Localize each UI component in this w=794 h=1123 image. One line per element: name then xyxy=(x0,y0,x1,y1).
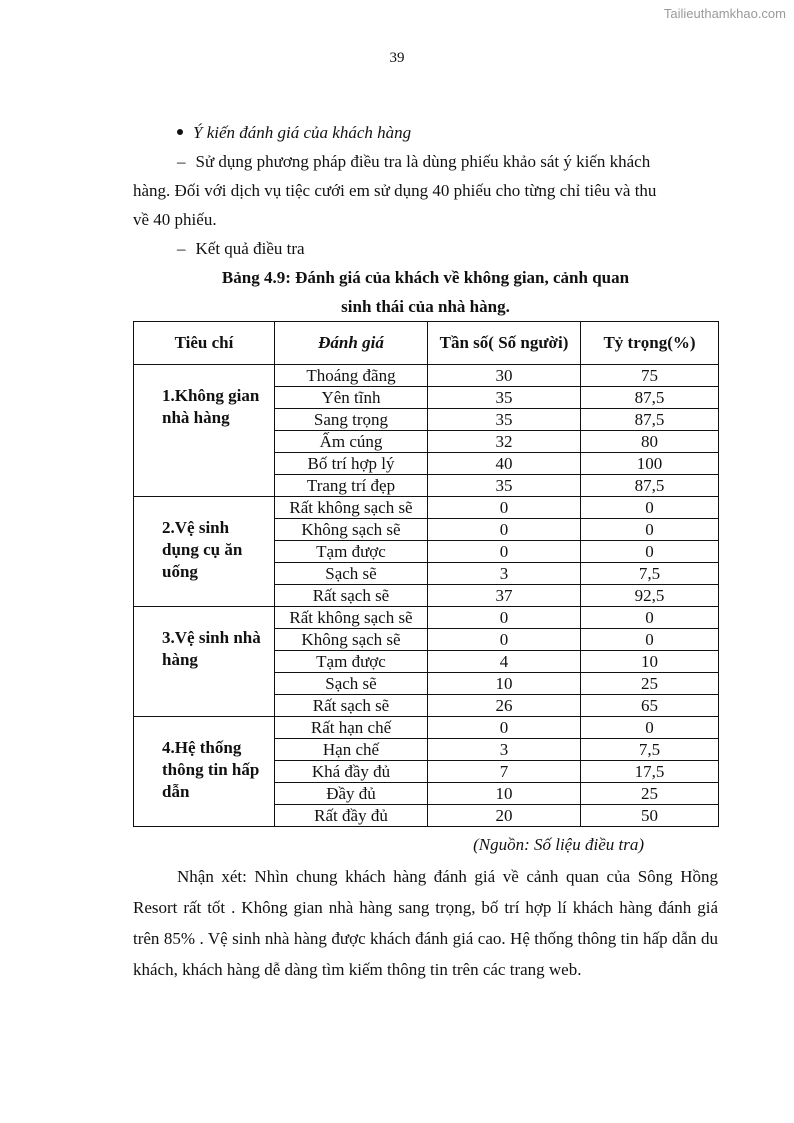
source-note: (Nguồn: Số liệu điều tra) xyxy=(473,835,644,854)
frequency-cell: 0 xyxy=(428,519,581,541)
frequency-cell: 35 xyxy=(428,475,581,497)
page-content xyxy=(133,118,718,985)
bullet-heading xyxy=(133,118,718,147)
frequency-cell: 35 xyxy=(428,387,581,409)
frequency-cell: 7 xyxy=(428,761,581,783)
rating-cell: Rất sạch sẽ xyxy=(275,585,428,607)
page-number: 39 xyxy=(389,50,405,66)
rating-cell: Yên tĩnh xyxy=(275,387,428,409)
rating-cell: Tạm được xyxy=(275,651,428,673)
rating-cell: Hạn chế xyxy=(275,739,428,761)
percent-cell: 0 xyxy=(581,519,719,541)
frequency-cell: 0 xyxy=(428,717,581,739)
table-caption-line1: Bảng 4.9: Đánh giá của khách về không gian, cảnh quan xyxy=(221,268,630,287)
header-rating: Đánh giá xyxy=(275,322,428,365)
percent-cell: 0 xyxy=(581,607,719,629)
frequency-cell: 0 xyxy=(428,629,581,651)
rating-cell: Tạm được xyxy=(275,541,428,563)
rating-cell: Bố trí hợp lý xyxy=(275,453,428,475)
remark-paragraph: Nhận xét: Nhìn chung khách hàng đánh giá về cảnh quan của Sông Hồng Resort rất tốt . Không gian nhà hàng sang trọng, bố trí hợp lí khách hàng đánh giá trên 85% . Vệ sinh nhà hàng được khách đánh giá cao. Hệ thống thông tin hấp dẫn du khách, khách hàng dễ dàng tìm kiếm thông tin trên các trang web. xyxy=(133,867,718,979)
table-row xyxy=(134,607,719,629)
frequency-cell: 32 xyxy=(428,431,581,453)
rating-cell: Sạch sẽ xyxy=(275,563,428,585)
method-text-line2: hàng. Đối với dịch vụ tiệc cưới em sử dụng 40 phiếu cho từng chỉ tiêu và thu xyxy=(133,181,657,200)
table-row xyxy=(134,717,719,739)
percent-cell: 25 xyxy=(581,783,719,805)
method-text-line1: Sử dụng phương pháp điều tra là dùng phiếu khảo sát ý kiến khách xyxy=(195,152,651,171)
header-criteria: Tiêu chí xyxy=(134,322,275,365)
percent-cell: 75 xyxy=(581,365,719,387)
percent-cell: 0 xyxy=(581,629,719,651)
result-text: Kết quả điều tra xyxy=(195,239,305,258)
header-percent: Tỷ trọng(%) xyxy=(581,322,719,365)
dash-icon: – xyxy=(177,152,186,171)
rating-cell: Rất hạn chế xyxy=(275,717,428,739)
frequency-cell: 3 xyxy=(428,739,581,761)
percent-cell: 100 xyxy=(581,453,719,475)
rating-cell: Sang trọng xyxy=(275,409,428,431)
rating-cell: Rất không sạch sẽ xyxy=(275,607,428,629)
rating-cell: Rất đầy đủ xyxy=(275,805,428,827)
percent-cell: 87,5 xyxy=(581,475,719,497)
table-body xyxy=(134,365,719,827)
percent-cell: 50 xyxy=(581,805,719,827)
frequency-cell: 0 xyxy=(428,607,581,629)
dash-icon: – xyxy=(177,239,186,258)
percent-cell: 7,5 xyxy=(581,739,719,761)
bullet-heading-text: Ý kiến đánh giá của khách hàng xyxy=(193,123,412,142)
rating-cell: Rất không sạch sẽ xyxy=(275,497,428,519)
frequency-cell: 30 xyxy=(428,365,581,387)
table-row xyxy=(134,365,719,387)
rating-cell: Khá đầy đủ xyxy=(275,761,428,783)
rating-cell: Ấm cúng xyxy=(275,431,428,453)
rating-cell: Không sạch sẽ xyxy=(275,519,428,541)
percent-cell: 0 xyxy=(581,717,719,739)
frequency-cell: 4 xyxy=(428,651,581,673)
percent-cell: 80 xyxy=(581,431,719,453)
dash-item-result xyxy=(133,234,718,263)
frequency-cell: 0 xyxy=(428,497,581,519)
rating-cell: Sạch sẽ xyxy=(275,673,428,695)
percent-cell: 0 xyxy=(581,541,719,563)
method-text-line3: về 40 phiếu. xyxy=(133,210,217,229)
group-criteria-cell: 2.Vệ sinh dụng cụ ăn uống xyxy=(134,497,275,607)
evaluation-table xyxy=(133,321,719,827)
rating-cell: Đầy đủ xyxy=(275,783,428,805)
rating-cell: Rất sạch sẽ xyxy=(275,695,428,717)
frequency-cell: 35 xyxy=(428,409,581,431)
group-criteria-cell: 4.Hệ thống thông tin hấp dẫn xyxy=(134,717,275,827)
frequency-cell: 10 xyxy=(428,673,581,695)
frequency-cell: 40 xyxy=(428,453,581,475)
frequency-cell: 0 xyxy=(428,541,581,563)
group-criteria-cell: 1.Không gian nhà hàng xyxy=(134,365,275,497)
table-caption-line2: sinh thái của nhà hàng. xyxy=(341,297,510,316)
percent-cell: 10 xyxy=(581,651,719,673)
percent-cell: 17,5 xyxy=(581,761,719,783)
percent-cell: 0 xyxy=(581,497,719,519)
frequency-cell: 37 xyxy=(428,585,581,607)
percent-cell: 65 xyxy=(581,695,719,717)
frequency-cell: 10 xyxy=(428,783,581,805)
group-criteria-cell: 3.Vệ sinh nhà hàng xyxy=(134,607,275,717)
frequency-cell: 26 xyxy=(428,695,581,717)
frequency-cell: 3 xyxy=(428,563,581,585)
table-header-row xyxy=(134,322,719,365)
percent-cell: 25 xyxy=(581,673,719,695)
percent-cell: 87,5 xyxy=(581,409,719,431)
percent-cell: 7,5 xyxy=(581,563,719,585)
table-row xyxy=(134,497,719,519)
watermark: Tailieuthamkhao.com xyxy=(663,6,786,21)
rating-cell: Trang trí đẹp xyxy=(275,475,428,497)
rating-cell: Thoáng đãng xyxy=(275,365,428,387)
header-frequency: Tần số( Số người) xyxy=(428,322,581,365)
percent-cell: 92,5 xyxy=(581,585,719,607)
bullet-icon xyxy=(177,129,183,135)
rating-cell: Không sạch sẽ xyxy=(275,629,428,651)
frequency-cell: 20 xyxy=(428,805,581,827)
dash-item-method xyxy=(133,147,718,176)
percent-cell: 87,5 xyxy=(581,387,719,409)
